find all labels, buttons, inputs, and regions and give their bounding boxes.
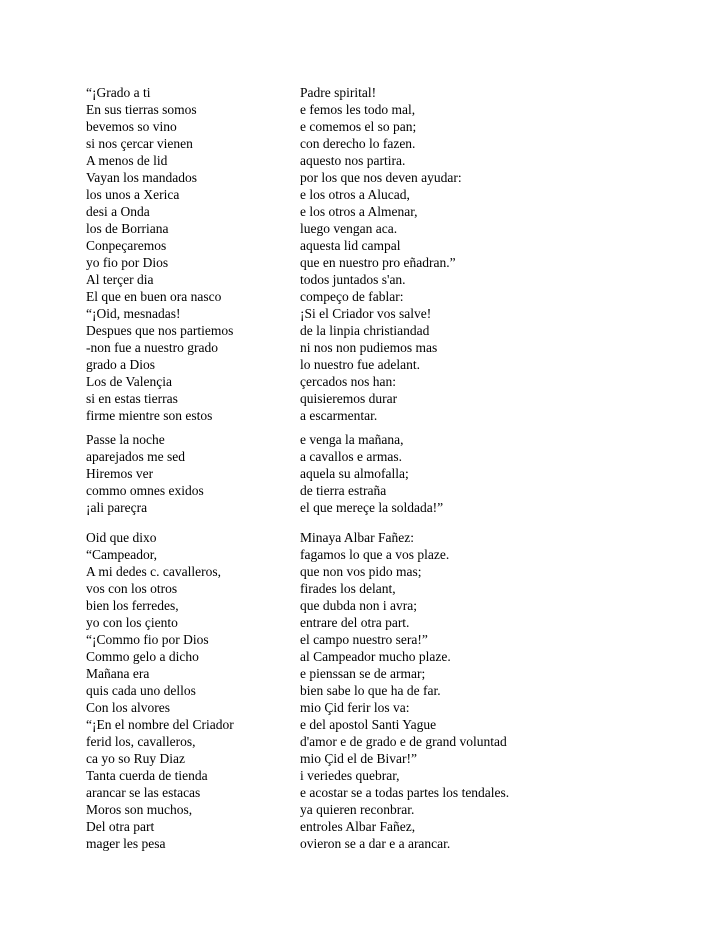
verse-first-hemistich: Oid que dixo <box>86 530 157 545</box>
verse-second-hemistich: que dubda non i avra; <box>300 598 417 613</box>
verse-second-hemistich: e pienssan se de armar; <box>300 666 426 681</box>
verse-first-hemistich: yo fio por Dios <box>86 255 169 270</box>
verse-second-hemistich: a cavallos e armas. <box>300 449 402 464</box>
verse-second-hemistich: çercados nos han: <box>300 374 396 389</box>
verse-line <box>86 407 586 424</box>
verse-first-hemistich: aparejados me sed <box>86 449 185 464</box>
verse-first-hemistich: Del otra part <box>86 819 155 834</box>
verse-line <box>86 220 586 237</box>
verse-second-hemistich: ¡Si el Criador vos salve! <box>300 306 432 321</box>
verse-second-hemistich: que non vos pido mas; <box>300 564 422 579</box>
verse-line <box>86 373 586 390</box>
verse-first-hemistich: Passe la noche <box>86 432 165 447</box>
verse-line <box>86 237 586 254</box>
verse-second-hemistich: e acostar se a todas partes los tendales. <box>300 785 510 800</box>
verse-first-hemistich: “¡Grado a ti <box>86 85 151 100</box>
verse-first-hemistich: yo con los çiento <box>86 615 178 630</box>
verse-line <box>86 135 586 152</box>
verse-line <box>86 465 586 482</box>
verse-line <box>86 101 586 118</box>
verse-line <box>86 750 586 767</box>
verse-second-hemistich: el campo nuestro sera!” <box>300 632 428 647</box>
verse-line <box>86 648 586 665</box>
verse-line <box>86 818 586 835</box>
verse-first-hemistich: Commo gelo a dicho <box>86 649 199 664</box>
verse-line <box>86 271 586 288</box>
verse-second-hemistich: e del apostol Santi Yague <box>300 717 437 732</box>
verse-second-hemistich: i veriedes quebrar, <box>300 768 400 783</box>
verse-second-hemistich: de tierra estraña <box>300 483 387 498</box>
verse-second-hemistich: e comemos el so pan; <box>300 119 417 134</box>
verse-first-hemistich: si en estas tierras <box>86 391 178 406</box>
verse-line <box>86 563 586 580</box>
verse-line <box>86 356 586 373</box>
verse-first-hemistich: “¡En el nombre del Criador <box>86 717 234 732</box>
verse-line <box>86 448 586 465</box>
verse-line <box>86 339 586 356</box>
verse-first-hemistich: quis cada uno dellos <box>86 683 196 698</box>
verse-line <box>86 152 586 169</box>
verse-line <box>86 431 586 448</box>
verse-first-hemistich: Al terçer dia <box>86 272 154 287</box>
verse-first-hemistich: Despues que nos partiemos <box>86 323 234 338</box>
verse-line <box>86 784 586 801</box>
verse-line <box>86 733 586 750</box>
verse-line <box>86 631 586 648</box>
verse-first-hemistich: ¡ali pareçra <box>86 500 148 515</box>
verse-line <box>86 597 586 614</box>
verse-second-hemistich: ni nos non pudiemos mas <box>300 340 438 355</box>
verse-first-hemistich: si nos çercar vienen <box>86 136 193 151</box>
verse-first-hemistich: grado a Dios <box>86 357 155 372</box>
verse-line <box>86 390 586 407</box>
verse-second-hemistich: fagamos lo que a vos plaze. <box>300 547 450 562</box>
verse-first-hemistich: Mañana era <box>86 666 150 681</box>
verse-first-hemistich: Con los alvores <box>86 700 170 715</box>
verse-first-hemistich: A menos de lid <box>86 153 168 168</box>
verse-line <box>86 203 586 220</box>
verse-second-hemistich: Padre spirital! <box>300 85 377 100</box>
verse-second-hemistich: mio Çid el de Bivar!” <box>300 751 417 766</box>
verse-first-hemistich: vos con los otros <box>86 581 178 596</box>
verse-second-hemistich: a escarmentar. <box>300 408 378 423</box>
verse-second-hemistich: entroles Albar Fañez, <box>300 819 416 834</box>
verse-line <box>86 546 586 563</box>
verse-first-hemistich: “¡Oid, mesnadas! <box>86 306 181 321</box>
verse-line <box>86 84 586 101</box>
verse-first-hemistich: ferid los, cavalleros, <box>86 734 196 749</box>
verse-first-hemistich: ca yo so Ruy Diaz <box>86 751 185 766</box>
verse-line <box>86 665 586 682</box>
verse-second-hemistich: que en nuestro pro eñadran.” <box>300 255 456 270</box>
verse-first-hemistich: En sus tierras somos <box>86 102 197 117</box>
stanza-3 <box>86 529 586 852</box>
stanza-2 <box>86 431 586 516</box>
verse-second-hemistich: quisieremos durar <box>300 391 398 406</box>
verse-second-hemistich: bien sabe lo que ha de far. <box>300 683 441 698</box>
verse-second-hemistich: por los que nos deven ayudar: <box>300 170 462 185</box>
verse-first-hemistich: “¡Commo fio por Dios <box>86 632 209 647</box>
verse-line <box>86 186 586 203</box>
verse-line <box>86 801 586 818</box>
verse-first-hemistich: arancar se las estacas <box>86 785 201 800</box>
verse-first-hemistich: mager les pesa <box>86 836 166 851</box>
stanza-1 <box>86 84 586 424</box>
verse-line <box>86 499 586 516</box>
verse-first-hemistich: Hiremos ver <box>86 466 154 481</box>
verse-second-hemistich: e los otros a Almenar, <box>300 204 418 219</box>
verse-first-hemistich: Moros son muchos, <box>86 802 193 817</box>
verse-line <box>86 118 586 135</box>
verse-first-hemistich: desi a Onda <box>86 204 150 219</box>
verse-first-hemistich: bien los ferredes, <box>86 598 179 613</box>
verse-first-hemistich: los unos a Xerica <box>86 187 180 202</box>
verse-line <box>86 305 586 322</box>
verse-line <box>86 288 586 305</box>
verse-line <box>86 699 586 716</box>
verse-second-hemistich: entrare del otra part. <box>300 615 410 630</box>
verse-second-hemistich: ya quieren reconbrar. <box>300 802 415 817</box>
verse-second-hemistich: con derecho lo fazen. <box>300 136 416 151</box>
verse-second-hemistich: lo nuestro fue adelant. <box>300 357 420 372</box>
verse-second-hemistich: d'amor e de grado e de grand voluntad <box>300 734 507 749</box>
verse-second-hemistich: compeço de fablar: <box>300 289 404 304</box>
verse-line <box>86 529 586 546</box>
verse-second-hemistich: e femos les todo mal, <box>300 102 416 117</box>
verse-second-hemistich: todos juntados s'an. <box>300 272 406 287</box>
verse-second-hemistich: Minaya Albar Fañez: <box>300 530 414 545</box>
verse-second-hemistich: firades los delant, <box>300 581 396 596</box>
verse-line <box>86 767 586 784</box>
verse-first-hemistich: bevemos so vino <box>86 119 177 134</box>
verse-second-hemistich: aquesto nos partira. <box>300 153 406 168</box>
verse-second-hemistich: mio Çid ferir los va: <box>300 700 410 715</box>
verse-second-hemistich: ovieron se a dar e a arancar. <box>300 836 451 851</box>
verse-first-hemistich: los de Borriana <box>86 221 169 236</box>
verse-first-hemistich: -non fue a nuestro grado <box>86 340 218 355</box>
verse-line <box>86 835 586 852</box>
verse-second-hemistich: e los otros a Alucad, <box>300 187 410 202</box>
verse-second-hemistich: luego vengan aca. <box>300 221 398 236</box>
verse-first-hemistich: firme mientre son estos <box>86 408 213 423</box>
verse-first-hemistich: El que en buen ora nasco <box>86 289 222 304</box>
verse-line <box>86 614 586 631</box>
verse-first-hemistich: Los de Valençia <box>86 374 172 389</box>
verse-first-hemistich: Tanta cuerda de tienda <box>86 768 208 783</box>
verse-first-hemistich: commo omnes exidos <box>86 483 204 498</box>
verse-line <box>86 716 586 733</box>
verse-second-hemistich: e venga la mañana, <box>300 432 404 447</box>
verse-second-hemistich: aquesta lid campal <box>300 238 401 253</box>
verse-second-hemistich: de la linpia christiandad <box>300 323 430 338</box>
verse-line <box>86 169 586 186</box>
verse-first-hemistich: “Campeador, <box>86 547 158 562</box>
verse-line <box>86 482 586 499</box>
verse-first-hemistich: Vayan los mandados <box>86 170 197 185</box>
verse-line <box>86 322 586 339</box>
verse-second-hemistich: al Campeador mucho plaze. <box>300 649 451 664</box>
verse-second-hemistich: aquela su almofalla; <box>300 466 409 481</box>
verse-first-hemistich: Conpeçaremos <box>86 238 167 253</box>
verse-first-hemistich: A mi dedes c. cavalleros, <box>86 564 221 579</box>
verse-line <box>86 682 586 699</box>
verse-line <box>86 254 586 271</box>
verse-second-hemistich: el que mereçe la soldada!” <box>300 500 444 515</box>
verse-line <box>86 580 586 597</box>
